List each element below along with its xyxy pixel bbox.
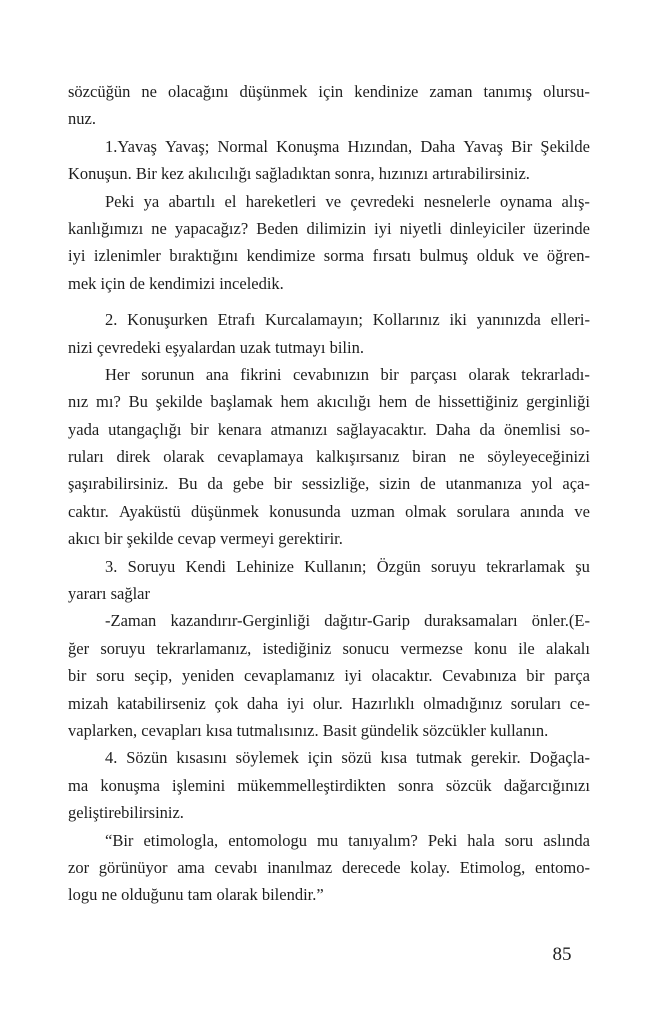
text-line: ma konuşma işlemini mükemmelleştirdikten sonra sözcük dağarcığınızı [68,775,590,795]
text-line: geliştirebilirsiniz. [68,803,184,823]
text-line: 3. Soruyu Kendi Lehinize Kullanın; Özgün soruyu tekrarlamak şu [105,556,590,576]
text-line: nuz. [68,109,96,129]
text-line: Peki ya abartılı el hareketleri ve çevredeki nesnelerle oynama alış- [105,191,590,211]
text-line: -Zaman kazandırır-Gerginliği dağıtır-Garip duraksamaları önler.(E- [105,611,590,631]
text-line: logu ne olduğunu tam olarak bilendir.” [68,885,324,905]
text-line: sözcüğün ne olacağını düşünmek için kendinize zaman tanımış olursu- [68,82,590,101]
paragraph [68,553,590,608]
text-line: vaplarken, cevapları kısa tutmalısınız. Basit gündelik sözcükler kullanın. [68,720,549,740]
text-block [68,78,590,909]
paragraph [68,607,590,744]
text-line: caktır. Ayaküstü düşünmek konusunda uzman olmak sorulara anında ve [68,501,590,521]
text-line: nizi çevredeki eşyalardan uzak tutmayı bilin. [68,337,364,357]
text-line: kanlığımızı ne yapacağız? Beden dilimizin iyi niyetli dinleyiciler üzerinde [68,218,590,238]
text-line: “Bir etimologla, entomologu mu tanıyalım? Peki hala soru aslında [105,830,590,850]
text-line: 4. Sözün kısasını söylemek için sözü kısa tutmak gerekir. Doğaçla- [105,748,590,768]
text-line: zor görünüyor ama cevabı inanılmaz derecede kolay. Etimolog, entomo- [68,857,590,877]
text-line: akıcı bir şekilde cevap vermeyi gerektirir. [68,529,343,549]
paragraph [68,827,590,909]
paragraph [68,306,590,361]
text-line: yararı sağlar [68,584,150,604]
text-line: nız mı? Bu şekilde başlamak hem akıcılığı hem de hissettiğiniz gerginliği [68,392,590,412]
text-line: mek için de kendimizi inceledik. [68,273,284,293]
text-line: Her sorunun ana fikrini cevabınızın bir parçası olarak tekrarladı- [105,364,590,384]
paragraph [68,188,590,298]
text-line: ğer soruyu tekrarlamanız, istediğiniz sonucu vermezse konu ile alakalı [68,638,590,658]
text-line: yada utangaçlığı bir kenara atmanızı sağlayacaktır. Daha da önemlisi so- [68,419,590,439]
paragraph [68,78,590,133]
paragraph [68,133,590,188]
paragraph [68,744,590,826]
text-line: bir soru seçip, yeniden cevaplamanız iyi olacaktır. Cevabınıza bir parça [68,666,590,686]
text-line: 1.Yavaş Yavaş; Normal Konuşma Hızından, Daha Yavaş Bir Şekilde [105,136,590,156]
text-line: 2. Konuşurken Etrafı Kurcalamayın; Kollarınız iki yanınızda elleri- [105,310,590,330]
text-line: Konuşun. Bir kez akılıcılığı sağladıktan sonra, hızınızı artırabilirsiniz. [68,164,530,184]
text-line: şaşırabilirsiniz. Bu da gebe bir sessizliğe, sizin de utanmanıza yol aça- [68,474,590,494]
text-line: ruları direk olarak cevaplamaya kalkışırsanız biran ne söyleyeceğinizi [68,447,590,467]
text-line: mizah katabilirseniz çok daha iyi olur. Hazırlıklı olmadığınız soruları ce- [68,693,590,713]
text-line: iyi izlenimler bıraktığını kendimize sorma fırsatı bulmuş olduk ve öğren- [68,246,590,266]
paragraph [68,361,590,553]
page-number: 85 [552,944,572,965]
